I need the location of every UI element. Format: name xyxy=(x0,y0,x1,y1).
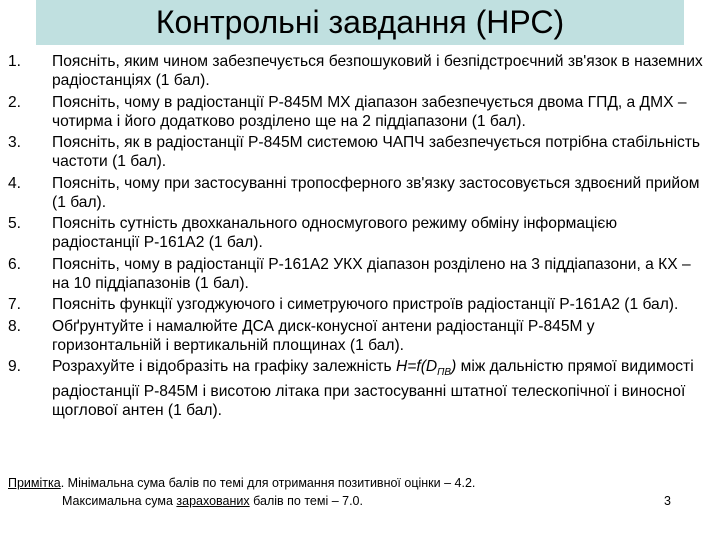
list-item xyxy=(8,133,708,171)
formula-subscript: ПВ xyxy=(437,367,452,379)
item-text: Поясніть, чому при застосуванні тропосферного зв'язку застосовується здвоєний прийом (1 бал). xyxy=(52,174,700,211)
item-number: 5. xyxy=(8,215,22,232)
list-item xyxy=(8,317,708,355)
item-number: 3. xyxy=(8,134,22,151)
footnote-line-1 xyxy=(8,474,475,492)
footnote-label: Примітка xyxy=(8,476,61,490)
formula-main: H=f(D xyxy=(396,358,438,375)
item-text: Поясніть, чому в радіостанції Р-845М МХ діапазон забезпечується двома ГПД, а ДМХ – чотирма і його додатково розділено ще на 2 піддіапазони (1 бал). xyxy=(52,93,687,130)
item-number: 8. xyxy=(8,317,22,335)
footnote-text-2a: Максимальна сума xyxy=(62,494,177,508)
formula-end: ) xyxy=(451,358,457,375)
item-text: Обґрунтуйте і намалюйте ДСА диск-конусної антени радіостанції Р-845М у горизонтальній і вертикальній площинах (1 бал). xyxy=(52,317,595,354)
item-text: Поясніть, яким чином забезпечується безпошуковий і безпідстроєчний зв'язок в наземних радіостанціях (1 бал). xyxy=(52,53,703,89)
list-item xyxy=(8,93,708,131)
list-item xyxy=(8,214,708,252)
page-number: 3 xyxy=(664,494,671,508)
footnote-line-2 xyxy=(8,492,475,510)
item-number: 9. xyxy=(8,358,22,375)
item-number: 6. xyxy=(8,255,22,273)
page-title: Контрольні завдання (НРС) xyxy=(155,4,565,40)
item-number: 2. xyxy=(8,93,22,111)
formula xyxy=(396,358,457,379)
list-item xyxy=(8,295,708,314)
list-item xyxy=(8,174,708,212)
item-text-before: Розрахуйте і відобразіть на графіку залежність xyxy=(52,358,397,375)
task-list xyxy=(8,52,708,423)
item-number: 7. xyxy=(8,296,22,313)
footnote xyxy=(8,474,475,510)
item-number: 1. xyxy=(8,53,22,70)
footnote-text-1: . Мінімальна сума балів по темі для отримання позитивної оцінки – 4.2. xyxy=(60,476,476,490)
item-number: 4. xyxy=(8,174,22,192)
item-text: Поясніть, чому в радіостанції Р-161А2 УКХ діапазон розділено на 3 піддіапазони, а КХ – на 10 піддіапазонів (1 бал). xyxy=(52,255,691,292)
title-bar xyxy=(36,0,684,45)
item-text: Поясніть функції узгоджуючого і симетруючого пристроїв радіостанції Р-161А2 (1 бал). xyxy=(52,296,679,313)
item-text: Поясніть сутність двохканального односмугового режиму обміну інформацією радіостанції Р-161А2 (1 бал). xyxy=(52,215,618,251)
list-item xyxy=(8,255,708,293)
item-text: Поясніть, як в радіостанції Р-845М системою ЧАПЧ забезпечується потрібна стабільність частоти (1 бал). xyxy=(52,134,701,170)
footnote-underlined-word: зарахованих xyxy=(176,494,250,508)
item-text xyxy=(52,357,708,420)
list-item xyxy=(8,52,708,90)
footnote-text-2b: балів по темі – 7.0. xyxy=(249,494,363,508)
item-text-after: між дальністю прямої видимості радіостанції Р-845М і висотою літака при застосуванні штатної телескопічної і виносної щоглової антен (1 бал). xyxy=(52,358,694,420)
list-item xyxy=(8,357,708,420)
